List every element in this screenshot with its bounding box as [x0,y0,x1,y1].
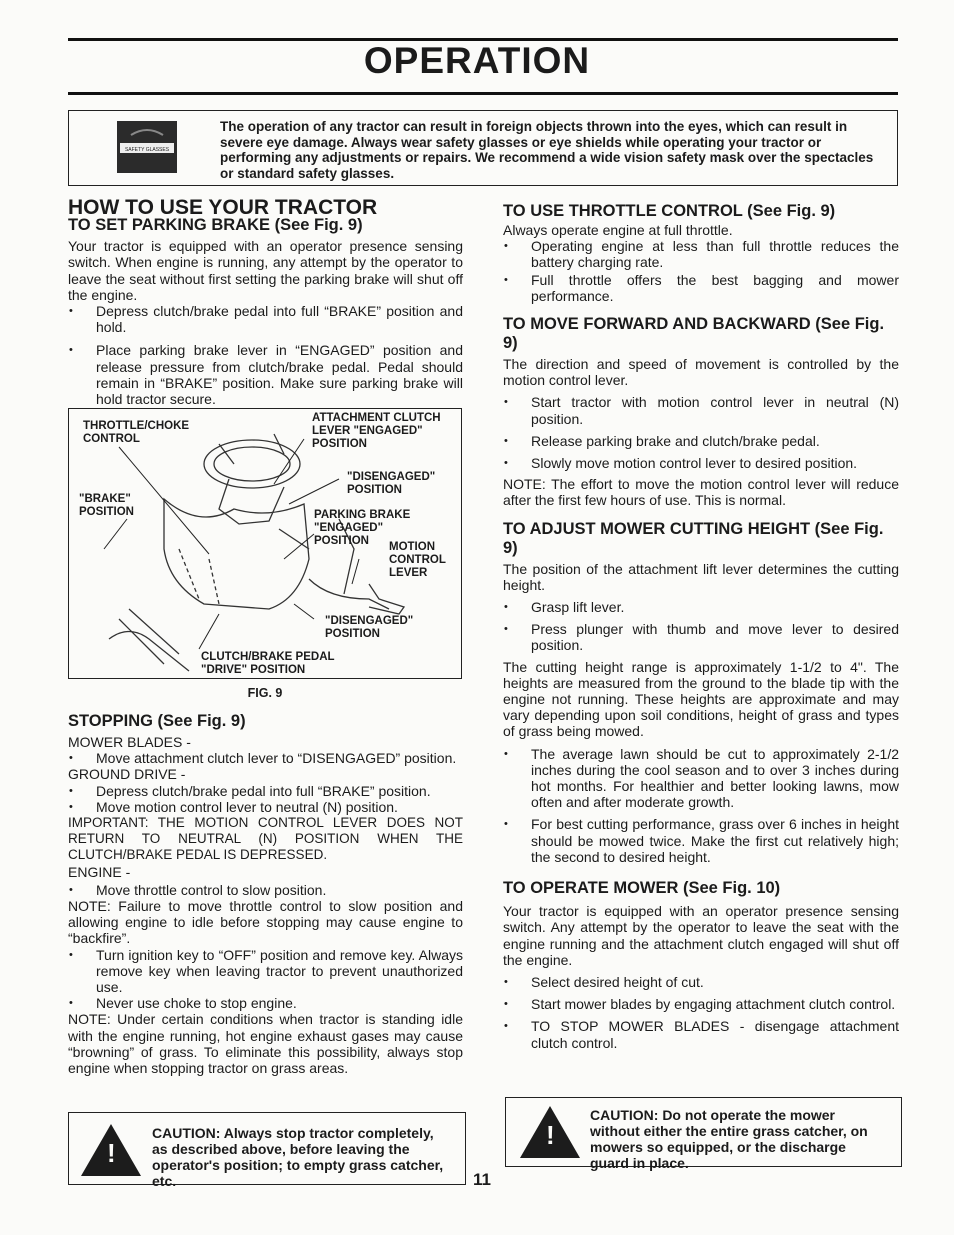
stopping-section [68,712,463,1076]
figure-caption: FIG. 9 [247,686,283,700]
list-item: • Turn ignition key to “OFF” position and remove key. Always remove key when leaving tractor to prevent unauthorized use. [68,947,463,996]
safety-glasses-icon [117,121,177,173]
adjust-paragraph: The cutting height range is approximately 1-1/2 to 4". The heights are measured from the ground to the blade tip with the engine not running. These heights are approximate and may vary depending upon soil conditions, height of grass and types of grass being mowed. [503,658,899,740]
ground-drive-label: GROUND DRIVE - [68,766,186,783]
important-note: IMPORTANT: THE MOTION CONTROL LEVER DOES NOT RETURN TO NEUTRAL (N) POSITION WHEN THE CLUTCH/BRAKE PEDAL IS DEPRESSED. [68,815,463,863]
operate-heading: TO OPERATE MOWER (See Fig. 10) [503,879,781,898]
list-item: • Move throttle control to slow position. [68,882,463,898]
list-item: • Operating engine at less than full throttle reduces the battery charging rate. [503,238,899,270]
move-heading: TO MOVE FORWARD AND BACKWARD (See Fig. 9) [503,315,885,353]
note-browning: NOTE: Under certain conditions when tractor is standing idle with the engine running, hot engine exhaust gases may cause “browning” of grass. To eliminate this possibility, always stop engine when stopping tractor on grass areas. [68,1011,463,1077]
svg-text:SAFETY GLASSES: SAFETY GLASSES [124,147,170,153]
disengaged-label: "DISENGAGED" POSITION [347,471,436,496]
parking-intro: Your tractor is equipped with an operator presence sensing switch. When engine is running, any attempt by the operator to leave the seat without first setting the parking brake will shut off the engine. [68,238,463,303]
list-item: • Never use choke to stop engine. [68,995,463,1011]
brake-position-label: "BRAKE" POSITION [79,493,134,518]
caution-text: CAUTION: Do not operate the mower without either the entire grass catcher, on mowers so equipped, or the discharge guard in place. [590,1107,868,1171]
operate-intro: Your tractor is equipped with an operator presence sensing switch. Any attempt by the operator to leave the seat with the engine running and the attachment clutch engaged will shut off the engine. [503,903,899,968]
throttle-label: THROTTLE/CHOKE CONTROL [83,420,190,445]
list-item: • Grasp lift lever. [503,599,899,615]
throttle-heading: TO USE THROTTLE CONTROL (See Fig. 9) [503,202,836,220]
list-item: • Depress clutch/brake pedal into full “BRAKE” position and hold. [68,303,463,335]
disengaged-label-2: "DISENGAGED" POSITION [325,615,414,640]
list-item: • Move attachment clutch lever to “DISENGAGED” position. [68,750,463,766]
list-item: • Place parking brake lever in “ENGAGED” position and release pressure from clutch/brake pedal. Pedal should remain in “BRAKE” position. Make sure parking brake will hold tractor secure. [68,342,463,407]
list-item: • Start tractor with motion control lever in neutral (N) position. [503,394,899,426]
note-backfire: NOTE: Failure to move throttle control to slow position and allowing engine to idle before stopping may cause engine to “backfire”. [68,898,463,947]
list-item: • TO STOP MOWER BLADES - disengage attachment clutch control. [503,1018,899,1050]
list-item: • For best cutting performance, grass over 6 inches in height should be mowed twice. Make the first cut relatively high; the second to desired height. [503,816,899,865]
list-item: • Full throttle offers the best bagging and mower performance. [503,272,899,304]
safety-notice-text: The operation of any tractor can result in foreign objects thrown into the eyes, which can result in severe eye damage. Always wear safety glasses or eye shields while operating your tractor or performing any adjustments or repairs. We recommend a wide vision safety mask over the spectacles or standard safety glasses. [220,119,874,181]
engine-label: ENGINE - [68,863,131,880]
move-note: NOTE: The effort to move the motion control lever will reduce after the first few hours of use. This is normal. [503,476,899,509]
safety-notice [68,110,898,186]
mower-blades-label: MOWER BLADES - [68,734,191,750]
list-item: • Press plunger with thumb and move lever to desired position. [503,621,899,653]
left-column [68,196,463,408]
section-heading: HOW TO USE YOUR TRACTOR [68,196,378,219]
move-intro: The direction and speed of movement is controlled by the motion control lever. [503,356,899,389]
list-item: • Move motion control lever to neutral (N) position. [68,799,463,815]
stopping-heading: STOPPING (See Fig. 9) [68,712,246,730]
title-rule [68,92,898,95]
warning-triangle-icon: ! [520,1106,580,1158]
adjust-heading: TO ADJUST MOWER CUTTING HEIGHT (See Fig. 9) [503,519,884,557]
clutch-pedal-label: CLUTCH/BRAKE PEDAL "DRIVE" POSITION [201,651,335,676]
caution-box-stop [68,1112,466,1189]
page-number: 11 [473,1170,491,1189]
warning-triangle-icon: ! [81,1124,141,1176]
page-title: OPERATION [363,40,591,81]
motion-control-label: MOTION CONTROL LEVER [389,541,446,579]
adjust-intro: The position of the attachment lift lever determines the cutting height. [503,560,899,593]
list-item: • Depress clutch/brake pedal into full “BRAKE” position. [68,783,463,799]
list-item: • Slowly move motion control lever to desired position. [503,455,899,471]
figure-9 [68,408,462,679]
caution-text: CAUTION: Always stop tractor completely, as described above, before leaving the operator's position; to empty grass catcher, etc. [152,1125,444,1189]
list-item: • The average lawn should be cut to approximately 2-1/2 inches during the cool season and to over 3 inches during hot months. For healthier and better looking lawns, mow often and after moderate growth. [503,746,899,811]
list-item: • Select desired height of cut. [503,974,899,990]
list-item: • Release parking brake and clutch/brake pedal. [503,433,899,449]
list-item: • Start mower blades by engaging attachment clutch control. [503,996,899,1012]
caution-box-mower [505,1097,902,1171]
parking-heading: TO SET PARKING BRAKE (See Fig. 9) [68,216,363,235]
right-column [503,202,899,1051]
attachment-clutch-label: ATTACHMENT CLUTCH LEVER "ENGAGED" POSITION [312,412,441,450]
parking-brake-label: PARKING BRAKE "ENGAGED" POSITION [314,509,411,547]
throttle-intro: Always operate engine at full throttle. [503,222,733,238]
